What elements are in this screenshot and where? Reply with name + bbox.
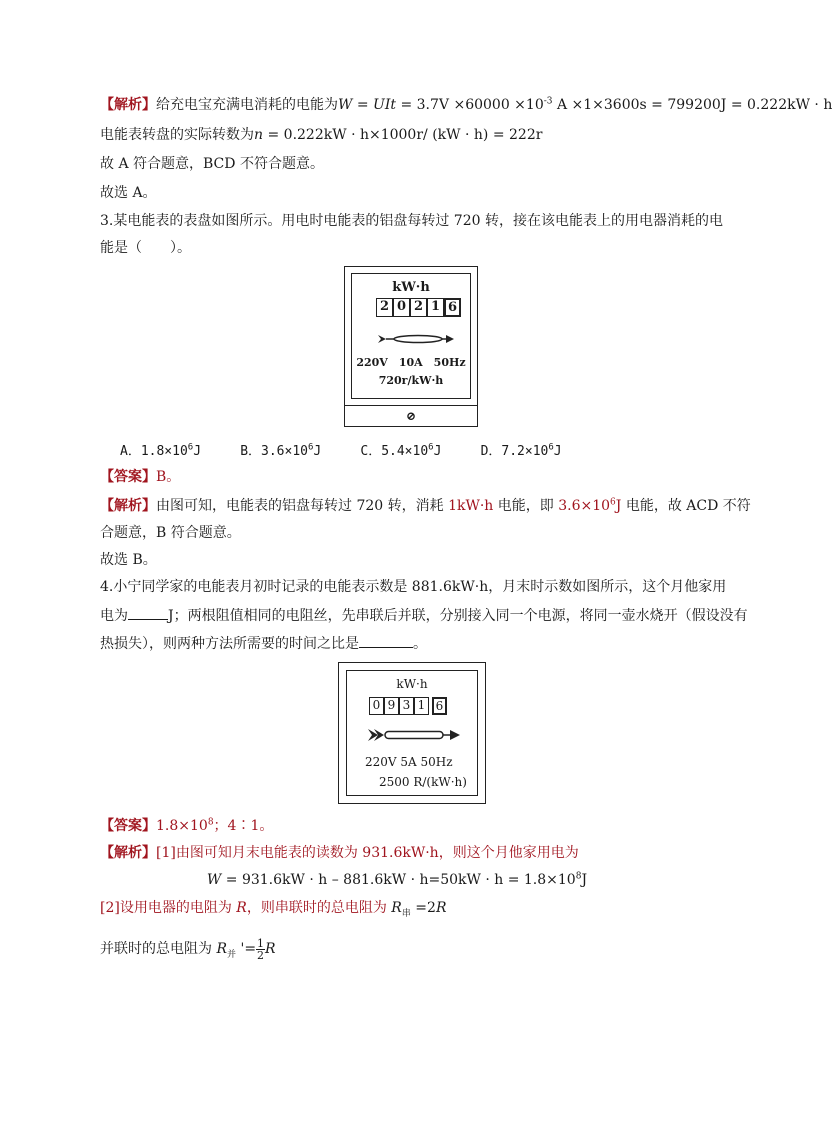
q4-analysis-2: [2]设用电器的电阻为 R，则串联时的总电阻为 $R_串 =2R$ — [100, 900, 447, 919]
option-a: A．$1.8\times 10^6J$ — [120, 442, 202, 459]
meter-digit-display — [376, 298, 461, 317]
answer-blank-1 — [128, 605, 168, 620]
fraction: $\frac{1}{2}$ — [257, 936, 265, 962]
meter-spec: 220V 5A 50Hz — [365, 755, 453, 769]
q3-analysis-1: 【解析】由图可知，电能表的铝盘每转过 720 转，消耗 1kW·h 电能，即 $3.6\times 10^6J$ 电能，故 ACD 不符 — [100, 497, 751, 514]
q3-options — [120, 442, 724, 462]
option-b: B．$3.6\times 10^6J$ — [240, 442, 322, 459]
meter-digit: 1 — [427, 298, 444, 317]
meter-digit-decimal: 6 — [432, 697, 447, 715]
q4-analysis-3: 并联时的总电阻为 $R_并$ '= $\frac{1}{2}$ R — [100, 936, 276, 962]
meter-knob-icon: ⊘ — [405, 409, 417, 423]
meter-digit: 0 — [393, 298, 410, 317]
analysis-line-1: 【解析】给充电宝充满电消耗的电能为W = UIt = $3.7V \times 60000 \times 10^{-3}$ A ×1×3600s = 799200J = 0.222kW · h — [100, 96, 832, 113]
meter-unit-label: kW·h — [396, 677, 428, 691]
q3-meter-figure — [344, 266, 478, 428]
meter-rate: 720r/kW·h — [378, 374, 444, 387]
q3-stem-2: 能是（ ）。 — [100, 240, 191, 256]
meter-digit: 2 — [376, 298, 393, 317]
option-c: C．$5.4\times 10^6J$ — [360, 442, 442, 459]
q3-choose: 故选 B。 — [100, 552, 157, 568]
q3-stem-1: 3.某电能表的表盘如图所示。用电时电能表的铝盘每转过 720 转，接在该电能表上的用电器消耗的电 — [100, 213, 723, 229]
meter-disc-arrow-icon — [376, 332, 456, 346]
meter-digit: 2 — [410, 298, 427, 317]
meter-digit: 1 — [414, 697, 429, 715]
q4-meter-figure — [338, 662, 486, 804]
analysis-line-3: 故 A 符合题意，BCD 不符合题意。 — [100, 156, 324, 172]
answer-blank-2 — [359, 633, 413, 648]
q3-analysis-2: 合题意，B 符合题意。 — [100, 525, 241, 541]
meter-spec: 220V 10A 50Hz — [356, 356, 466, 369]
meter-digit-decimal: 6 — [444, 298, 461, 317]
analysis-line-2: 电能表转盘的实际转数为n = 0.222kW · h×1000r/ (kW · h) = 222r — [100, 127, 543, 143]
q4-stem-3: 热损失），则两种方法所需要的时间之比是 。 — [100, 633, 724, 654]
option-d: D．$7.2\times 10^6J$ — [480, 442, 562, 459]
analysis-line-4: 故选 A。 — [100, 185, 157, 201]
meter-digit-display — [369, 697, 447, 715]
q4-equation: $W = 931.6kW \cdot h - 881.6kW \cdot h=50kW \cdot h = 1.8\times 10^8J$ — [206, 871, 588, 888]
q4-answer: 【答案】$1.8\times 10^8$；4∶1。 — [100, 817, 274, 834]
meter-digit: 3 — [399, 697, 414, 715]
q4-stem-2: 电为 J；两根阻值相同的电阻丝，先串联后并联，分别接入同一个电源，将同一壶水烧开（假设没有 — [100, 605, 724, 626]
meter-disc-arrow-icon — [367, 727, 461, 743]
meter-digit: 9 — [384, 697, 399, 715]
meter-rate: 2500 R/(kW·h) — [379, 775, 467, 789]
q4-analysis-1: 【解析】[1]由图可知月末电能表的读数为 931.6kW·h，则这个月他家用电为 — [100, 845, 579, 861]
q3-answer: 【答案】B。 — [100, 469, 181, 485]
meter-digit: 0 — [369, 697, 384, 715]
meter-unit-label: kW·h — [392, 280, 430, 295]
q4-stem-1: 4.小宁同学家的电能表月初时记录的电能表示数是 881.6kW·h，月末时示数如图所示，这个月他家用 — [100, 579, 727, 595]
